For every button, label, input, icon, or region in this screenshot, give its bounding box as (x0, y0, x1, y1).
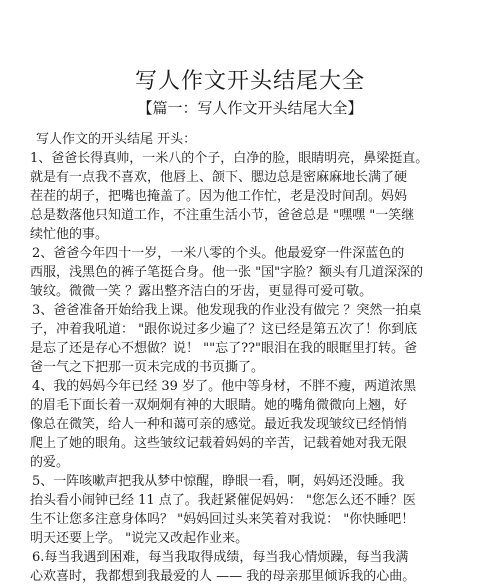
text-line: 的眉毛下面长着一双炯炯有神的大眼睛。她的嘴角微微向上翘，好 (30, 398, 408, 413)
text-line: 就是有一点我不喜欢，他唇上、颌下、腮边总是密麻麻地长满了硬 (30, 170, 408, 185)
document-title: 写人作文开头结尾大全 (134, 69, 365, 94)
text-line: 爬上了她的眼角。这些皱纹记载着妈妈的辛苦，记载着她对我无限 (30, 436, 408, 451)
text-line: 续忙他的事。 (30, 227, 109, 242)
text-line: 1、爸爸长得真帅，一米八的个子，白净的脸，眼睛明亮，鼻梁挺直。 (30, 151, 429, 166)
text-line: 生不让您多注意身体吗？ "妈妈回过头来笑着对我说： "你快睡吧！ (30, 512, 415, 527)
text-line: 西服，浅黑色的裤子笔挺合身。他一张 "国"字脸？额头有几道深深的 (30, 265, 424, 280)
text-line: 的爱。 (30, 455, 70, 470)
document-body (30, 130, 480, 586)
text-line: 5、一阵咳嗽声把我从梦中惊醒，睁眼一看，啊，妈妈还没睡。我 (32, 474, 405, 489)
text-line: 6.每当我遇到困难，每当我取得成绩，每当我心情烦躁，每当我满 (32, 550, 409, 565)
text-line: 3、爸爸准备开始给我上课。他发现我的作业没有做完 ？突然一拍桌 (32, 303, 422, 318)
text-line: 4、我的妈妈今年已经 39 岁了。他中等身材，不胖不瘦，两道浓黑 (32, 379, 417, 394)
text-line: 皱纹。微微一笑 ？露出整齐洁白的牙齿，更显得可爱可敬。 (30, 284, 373, 299)
text-line: 心欢喜时，我都想到我最爱的人 —— 我的母亲那里倾诉我的心曲。 (30, 569, 416, 584)
text-line: 爸一气之下把那一页未完成的书页撕了。 (30, 360, 265, 375)
text-line: 茬茬的胡子，把嘴也掩盖了。因为他工作忙，老是没时间刮。妈妈 (30, 189, 408, 204)
text-line: 2、爸爸今年四十一岁，一米八零的个头。他最爱穿一件深蓝色的 (32, 246, 405, 261)
text-line: 像总在微笑，给人一种和蔼可亲的感觉。最近我发现皱纹已经悄悄 (30, 417, 408, 432)
text-line: 抬头看小闹钟已经 11 点了。我赶紧催促妈妈： "您怎么还不睡？医 (30, 493, 416, 508)
text-line: 子，冲着我吼道： "跟你说过多少遍了？这已经是第五次了！你到底 (30, 322, 418, 337)
text-line: 是忘了还是存心不想做？说！ ""忘了??"眼泪在我的眼眶里打转。爸 (30, 341, 418, 356)
text-line: 写人作文的开头结尾 开头： (36, 132, 197, 147)
text-line: 总是数落他只知道工作，不注重生活小节，爸爸总是 "嘿嘿 "一笑继 (30, 208, 415, 223)
text-line: 明天还要上学。 "说完又改起作业来。 (30, 531, 249, 546)
document-subtitle: 【篇一：写人作文开头结尾大全】 (137, 99, 363, 117)
